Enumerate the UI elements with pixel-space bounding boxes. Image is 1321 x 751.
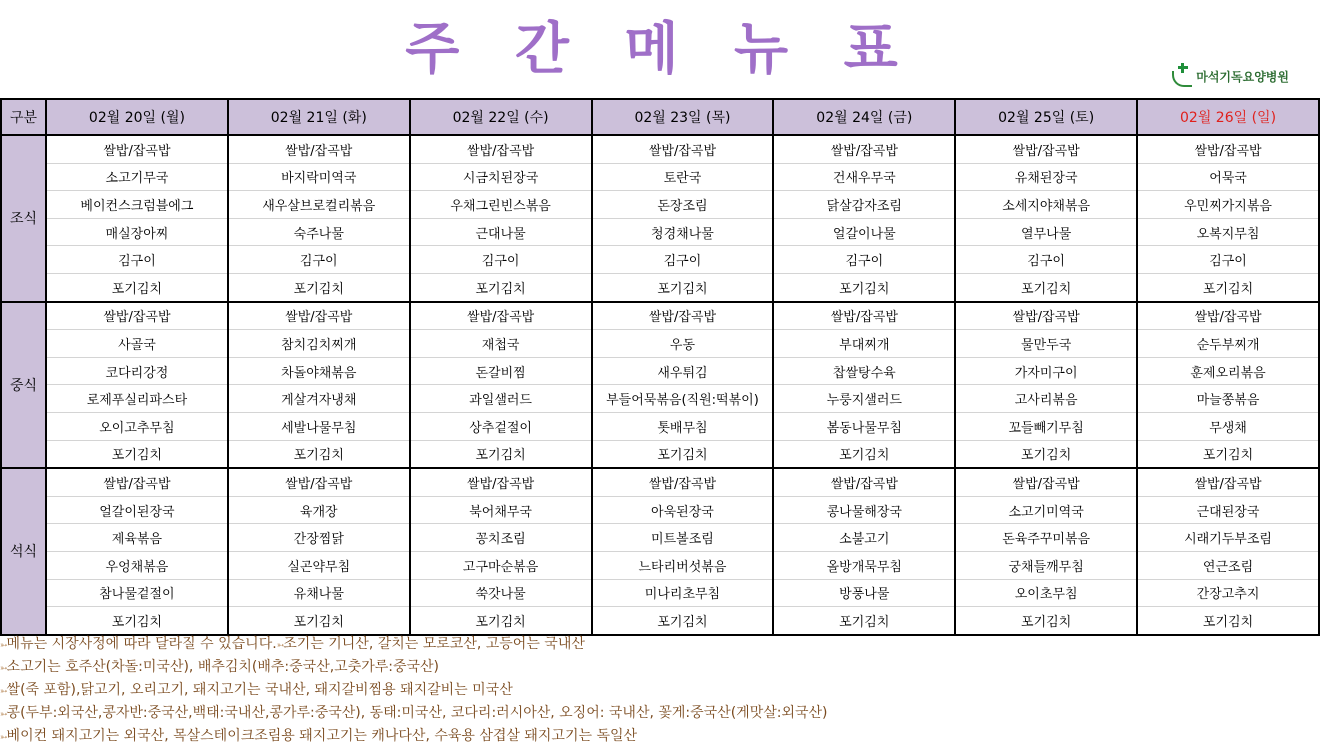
note-line [0, 679, 1321, 702]
menu-item: 건새우무국 [773, 163, 955, 191]
menu-item: 참치김치찌개 [228, 330, 410, 358]
weekly-menu-table [0, 98, 1320, 636]
page-title: 주 간 메 뉴 표 [405, 17, 916, 82]
menu-row [1, 496, 1319, 524]
meal-label: 중식 [1, 302, 46, 469]
menu-item: 쌀밥/잡곡밥 [773, 302, 955, 330]
menu-item: 김구이 [592, 246, 774, 274]
menu-item: 김구이 [773, 246, 955, 274]
menu-item: 김구이 [955, 246, 1137, 274]
note-text: 콩(두부:외국산,콩자반:중국산,백태:국내산,콩가루:중국산), 동태:미국산, 코다리:러시아산, 오징어: 국내산, 꽃게:중국산(게맛살:외국산) [6, 705, 828, 721]
menu-item: 쌀밥/잡곡밥 [955, 468, 1137, 496]
menu-item: 올방개묵무침 [773, 551, 955, 579]
arrow-icon: ➳ [0, 710, 7, 720]
menu-item: 유채나물 [228, 579, 410, 607]
menu-item: 닭살감자조림 [773, 191, 955, 219]
menu-item: 김구이 [228, 246, 410, 274]
menu-item: 가자미구이 [955, 357, 1137, 385]
menu-item: 베이컨스크럼블에그 [46, 191, 228, 219]
note-text: 조기는 기니산, 갈치는 모로코산, 고등어는 국내산 [283, 636, 585, 652]
menu-item: 소고기무국 [46, 163, 228, 191]
menu-item: 쌀밥/잡곡밥 [410, 468, 592, 496]
menu-item: 소불고기 [773, 524, 955, 552]
menu-row [1, 246, 1319, 274]
menu-item: 포기김치 [46, 607, 228, 635]
menu-item: 매실장아찌 [46, 218, 228, 246]
menu-row [1, 440, 1319, 468]
menu-item: 포기김치 [592, 607, 774, 635]
menu-item: 포기김치 [46, 440, 228, 468]
arrow-icon: ➳ [0, 687, 7, 697]
menu-item: 미나리초무침 [592, 579, 774, 607]
menu-item: 고구마순볶음 [410, 551, 592, 579]
menu-item: 포기김치 [228, 440, 410, 468]
menu-item: 얼갈이나물 [773, 218, 955, 246]
menu-item: 새우튀김 [592, 357, 774, 385]
menu-item: 오이고추무침 [46, 412, 228, 440]
menu-item: 게살겨자냉채 [228, 385, 410, 413]
menu-item: 차돌야채볶음 [228, 357, 410, 385]
menu-item: 쌀밥/잡곡밥 [46, 302, 228, 330]
menu-item: 쌀밥/잡곡밥 [773, 468, 955, 496]
menu-row [1, 163, 1319, 191]
menu-item: 숙주나물 [228, 218, 410, 246]
menu-item: 마늘쫑볶음 [1137, 385, 1319, 413]
arrow-icon: ➳ [0, 664, 7, 674]
menu-item: 돈갈비찜 [410, 357, 592, 385]
menu-item: 쌀밥/잡곡밥 [1137, 135, 1319, 163]
menu-item: 포기김치 [1137, 440, 1319, 468]
header-gubun: 구분 [1, 99, 46, 135]
menu-row [1, 412, 1319, 440]
menu-item: 쌀밥/잡곡밥 [1137, 468, 1319, 496]
note-line [0, 702, 1321, 725]
menu-item: 쌀밥/잡곡밥 [955, 302, 1137, 330]
menu-item: 사골국 [46, 330, 228, 358]
menu-item: 봄동나물무침 [773, 412, 955, 440]
note-line [0, 725, 1321, 748]
menu-item: 포기김치 [592, 440, 774, 468]
menu-item: 북어채무국 [410, 496, 592, 524]
menu-item: 쌀밥/잡곡밥 [410, 302, 592, 330]
menu-item: 쑥갓나물 [410, 579, 592, 607]
menu-item: 방풍나물 [773, 579, 955, 607]
menu-item: 포기김치 [410, 273, 592, 301]
header-day-fri: 02월 24일 (금) [773, 99, 955, 135]
menu-item: 소세지야채볶음 [955, 191, 1137, 219]
menu-item: 얼갈이된장국 [46, 496, 228, 524]
menu-item: 유채된장국 [955, 163, 1137, 191]
menu-row [1, 302, 1319, 330]
menu-item: 과일샐러드 [410, 385, 592, 413]
origin-notes [0, 633, 1321, 748]
menu-item: 쌀밥/잡곡밥 [955, 135, 1137, 163]
menu-row [1, 524, 1319, 552]
header-row [1, 99, 1319, 135]
arrow-icon: ➳ [0, 733, 7, 743]
menu-item: 훈제오리볶음 [1137, 357, 1319, 385]
menu-item: 누룽지샐러드 [773, 385, 955, 413]
header-day-wed: 02월 22일 (수) [410, 99, 592, 135]
menu-item: 우채그린빈스볶음 [410, 191, 592, 219]
menu-item: 쌀밥/잡곡밥 [410, 135, 592, 163]
menu-row [1, 551, 1319, 579]
menu-item: 쌀밥/잡곡밥 [228, 135, 410, 163]
menu-item: 바지락미역국 [228, 163, 410, 191]
note-line [0, 633, 1321, 656]
header-day-sat: 02월 25일 (토) [955, 99, 1137, 135]
menu-item: 코다리강정 [46, 357, 228, 385]
menu-item: 소고기미역국 [955, 496, 1137, 524]
menu-item: 포기김치 [592, 273, 774, 301]
menu-item: 포기김치 [46, 273, 228, 301]
menu-item: 무생채 [1137, 412, 1319, 440]
note-line [0, 656, 1321, 679]
note-text: 소고기는 호주산(차돌:미국산), 배추김치(배추:중국산,고춧가루:중국산) [6, 659, 440, 675]
menu-item: 포기김치 [955, 273, 1137, 301]
menu-item: 시금치된장국 [410, 163, 592, 191]
arrow-icon: ➳ [0, 641, 7, 651]
menu-item: 꽁치조림 [410, 524, 592, 552]
menu-item: 쌀밥/잡곡밥 [592, 302, 774, 330]
menu-item: 연근조림 [1137, 551, 1319, 579]
note-text: 쌀(죽 포함),닭고기, 오리고기, 돼지고기는 국내산, 돼지갈비찜용 돼지갈비는 미국산 [6, 682, 513, 698]
menu-item: 고사리볶음 [955, 385, 1137, 413]
menu-item: 찹쌀탕수육 [773, 357, 955, 385]
menu-item: 김구이 [410, 246, 592, 274]
menu-item: 새우살브로컬리볶음 [228, 191, 410, 219]
header-day-mon: 02월 20일 (월) [46, 99, 228, 135]
hospital-logo [1172, 66, 1289, 86]
menu-item: 포기김치 [1137, 607, 1319, 635]
menu-row [1, 330, 1319, 358]
menu-row [1, 273, 1319, 301]
menu-item: 포기김치 [773, 440, 955, 468]
menu-item: 포기김치 [410, 607, 592, 635]
menu-item: 쌀밥/잡곡밥 [592, 135, 774, 163]
menu-item: 쌀밥/잡곡밥 [46, 135, 228, 163]
menu-item: 김구이 [1137, 246, 1319, 274]
menu-item: 아욱된장국 [592, 496, 774, 524]
hospital-name: 마석기독요양병원 [1196, 69, 1289, 84]
menu-row [1, 218, 1319, 246]
menu-item: 간장고추지 [1137, 579, 1319, 607]
menu-item: 오복지무침 [1137, 218, 1319, 246]
cross-logo-icon [1172, 66, 1194, 86]
header-day-sun: 02월 26일 (일) [1137, 99, 1319, 135]
menu-item: 로제푸실리파스타 [46, 385, 228, 413]
menu-item: 미트볼조림 [592, 524, 774, 552]
menu-item: 포기김치 [955, 607, 1137, 635]
menu-item: 콩나물해장국 [773, 496, 955, 524]
menu-item: 육개장 [228, 496, 410, 524]
menu-item: 물만두국 [955, 330, 1137, 358]
menu-item: 쌀밥/잡곡밥 [228, 468, 410, 496]
menu-row [1, 191, 1319, 219]
menu-item: 톳배무침 [592, 412, 774, 440]
menu-item: 우민찌가지볶음 [1137, 191, 1319, 219]
menu-item: 포기김치 [955, 440, 1137, 468]
menu-row [1, 135, 1319, 163]
menu-row [1, 607, 1319, 635]
menu-item: 오이초무침 [955, 579, 1137, 607]
note-text: 메뉴는 시장사정에 따라 달라질 수 있습니다. [6, 636, 277, 652]
menu-row [1, 468, 1319, 496]
menu-item: 돈장조림 [592, 191, 774, 219]
menu-item: 쌀밥/잡곡밥 [46, 468, 228, 496]
menu-item: 부대찌개 [773, 330, 955, 358]
menu-item: 재첩국 [410, 330, 592, 358]
menu-item: 포기김치 [1137, 273, 1319, 301]
menu-item: 세발나물무침 [228, 412, 410, 440]
menu-item: 꼬들빼기무침 [955, 412, 1137, 440]
menu-item: 포기김치 [773, 273, 955, 301]
menu-item: 우동 [592, 330, 774, 358]
menu-item: 부들어묵볶음(직원:떡볶이) [592, 385, 774, 413]
meal-label: 조식 [1, 135, 46, 302]
header-day-thu: 02월 23일 (목) [592, 99, 774, 135]
menu-item: 근대된장국 [1137, 496, 1319, 524]
menu-item: 간장찜닭 [228, 524, 410, 552]
menu-item: 상추겉절이 [410, 412, 592, 440]
menu-item: 시래기두부조림 [1137, 524, 1319, 552]
menu-item: 어묵국 [1137, 163, 1319, 191]
menu-item: 쌀밥/잡곡밥 [228, 302, 410, 330]
menu-item: 포기김치 [228, 273, 410, 301]
menu-item: 궁채들깨무침 [955, 551, 1137, 579]
menu-item: 돈육주꾸미볶음 [955, 524, 1137, 552]
menu-item: 청경채나물 [592, 218, 774, 246]
arrow-icon: ➳ [276, 641, 284, 651]
note-text: 베이컨 돼지고기는 외국산, 목살스테이크조림용 돼지고기는 캐나다산, 수육용 삼겹살 돼지고기는 독일산 [6, 728, 638, 744]
menu-item: 실곤약무침 [228, 551, 410, 579]
menu-row [1, 579, 1319, 607]
header-day-tue: 02월 21일 (화) [228, 99, 410, 135]
menu-item: 쌀밥/잡곡밥 [592, 468, 774, 496]
menu-item: 순두부찌개 [1137, 330, 1319, 358]
menu-item: 느타리버섯볶음 [592, 551, 774, 579]
menu-item: 포기김치 [228, 607, 410, 635]
menu-item: 우엉채볶음 [46, 551, 228, 579]
menu-row [1, 385, 1319, 413]
menu-row [1, 357, 1319, 385]
menu-item: 포기김치 [773, 607, 955, 635]
menu-item: 토란국 [592, 163, 774, 191]
menu-item: 포기김치 [410, 440, 592, 468]
menu-item: 참나물겉절이 [46, 579, 228, 607]
menu-body [1, 135, 1319, 635]
menu-item: 근대나물 [410, 218, 592, 246]
menu-item: 쌀밥/잡곡밥 [773, 135, 955, 163]
menu-item: 제육볶음 [46, 524, 228, 552]
menu-item: 열무나물 [955, 218, 1137, 246]
menu-item: 김구이 [46, 246, 228, 274]
meal-label: 석식 [1, 468, 46, 635]
menu-item: 쌀밥/잡곡밥 [1137, 302, 1319, 330]
